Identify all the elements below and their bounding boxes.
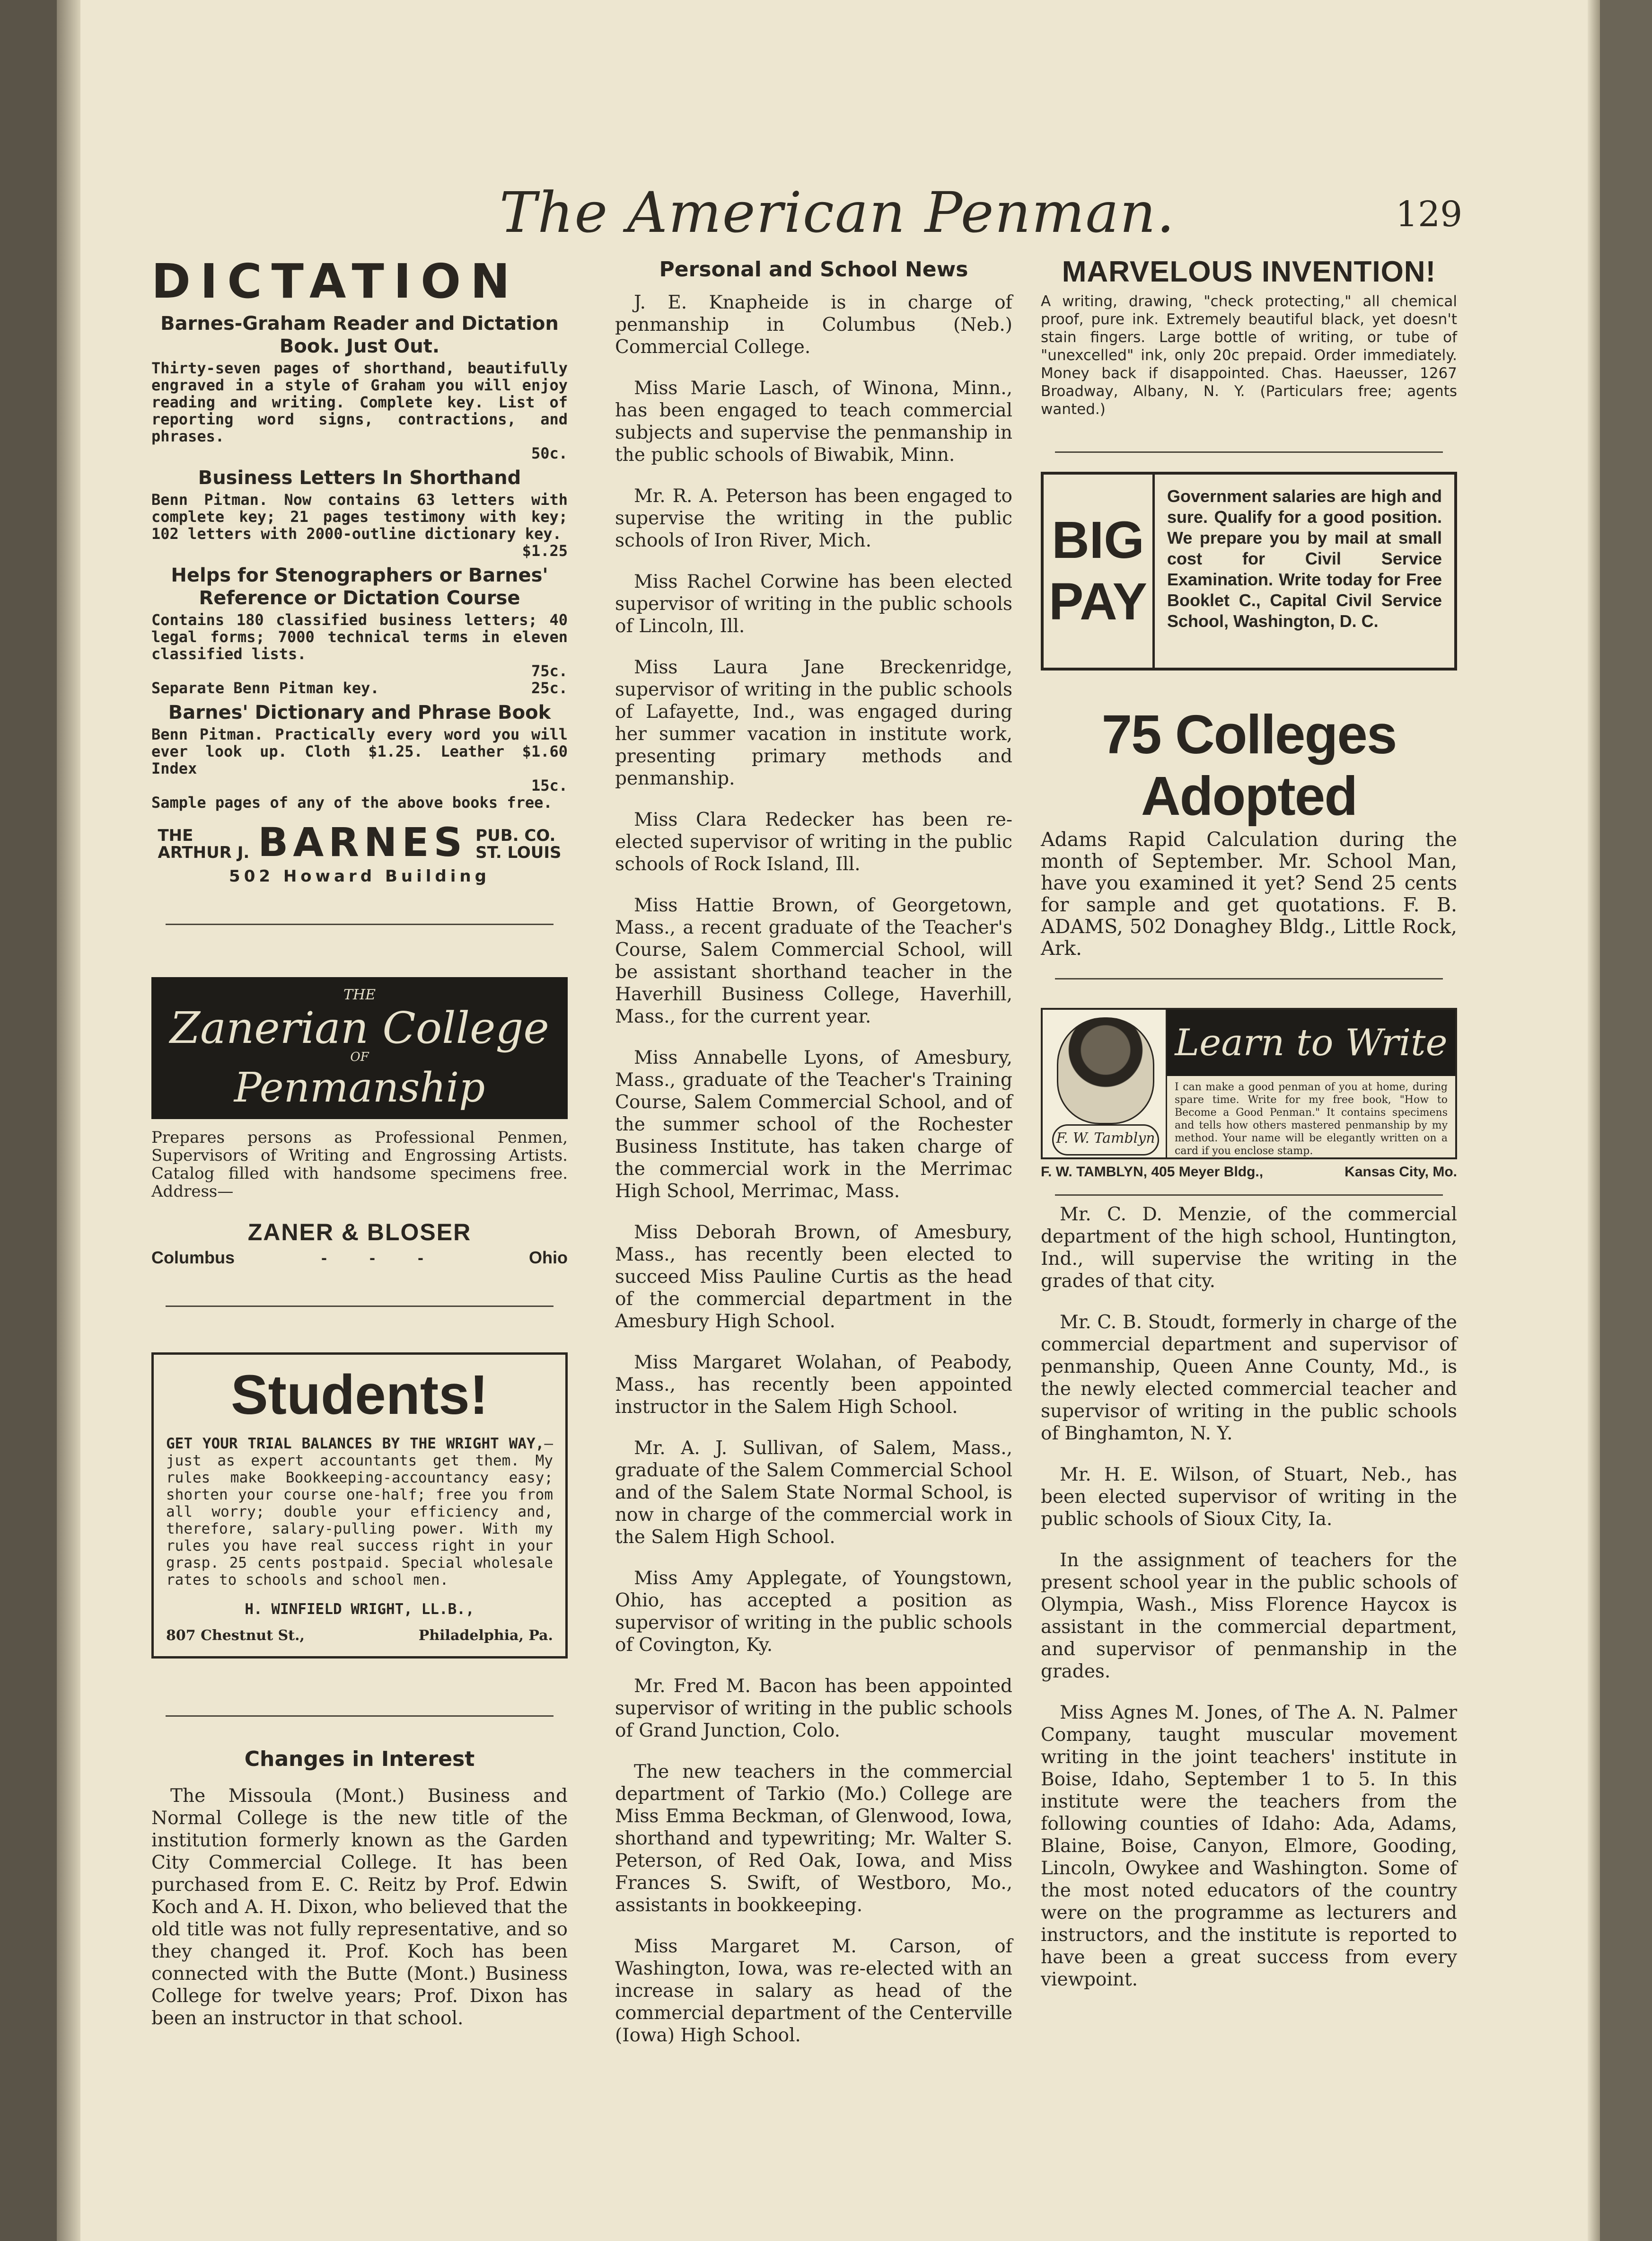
news-paragraph: Miss Marie Lasch, of Winona, Minn., has been engaged to teach commercial subjects and supervise the penmanship in the public schools of Biwabik, Minn.	[615, 378, 1012, 466]
dictation-item-price: 15c.	[531, 776, 568, 794]
dictation-item-price: 75c.	[531, 662, 568, 680]
logo-the: THE	[343, 987, 376, 1003]
personal-heading: Personal and School News	[659, 257, 968, 282]
dictation-item-extra: Separate Benn Pitman key.	[151, 679, 379, 697]
publisher-right-2: ST. LOUIS	[475, 843, 562, 862]
scan-right-shadow	[1588, 0, 1600, 2241]
scan-right-edge	[1600, 0, 1652, 2241]
divider	[1055, 451, 1443, 453]
tamblyn-body: I can make a good penman of you at home, during spare time. Write for my free book, "How to Become a Good Penman." It contains specimens and tells how others mastered penmanship by my method. Your name will be elegantly written on a card if you enclose stamp.	[1175, 1081, 1448, 1157]
zaner-body: Prepares persons as Professional Penmen, Supervisors of Writing and Engrossing Artists. Catalog filled with handsome specimens free. Address—	[151, 1128, 568, 1201]
publisher-right	[475, 827, 561, 861]
news-paragraph: Miss Clara Redecker has been re-elected supervisor of writing in the public schools of Rock Island, Ill.	[615, 809, 1012, 875]
dictation-item-extra-price: 25c.	[531, 679, 568, 697]
news-paragraph: Miss Hattie Brown, of Georgetown, Mass., a recent graduate of the Teacher's Course, Salem Commercial School, will be assistant shorthand teacher in the Haverhill Business College, Haverhill, Mass., for the current year.	[615, 895, 1012, 1027]
students-lead: GET YOUR TRIAL BALANCES BY THE WRIGHT WAY,	[166, 1435, 545, 1452]
left-column	[151, 256, 568, 2029]
divider	[166, 1715, 554, 1717]
publisher-address: 502 Howard Building	[229, 867, 490, 886]
zaner-dashes: - - -	[321, 1248, 442, 1267]
news-paragraph: Miss Amy Applegate, of Youngstown, Ohio, has accepted a position as supervisor of writing in the public schools of Covington, Ky.	[615, 1568, 1012, 1656]
zaner-name: ZANER & BLOSER	[247, 1219, 472, 1245]
zaner-location	[151, 1248, 568, 1268]
dictation-item-body: Benn Pitman. Practically every word you will ever look up. Cloth $1.25. Leather $1.60 Index	[151, 725, 568, 777]
publisher-left	[158, 827, 249, 861]
learn-to-write-banner: Learn to Write	[1167, 1010, 1455, 1076]
news-paragraph: Mr. A. J. Sullivan, of Salem, Mass., graduate of the Salem Commercial School and of the Salem State Normal School, is now in charge of the commercial work in the Salem High School.	[615, 1438, 1012, 1548]
scan-page-curl	[57, 0, 80, 2241]
news-paragraph: Miss Deborah Brown, of Amesbury, Mass., has recently been elected to succeed Miss Pauline Curtis as the head of the commercial department in the Amesbury High School.	[615, 1222, 1012, 1332]
divider	[166, 924, 554, 925]
news-paragraph: Mr. R. A. Peterson has been engaged to supervise the writing in the public schools of Iron River, Mich.	[615, 485, 1012, 551]
news-paragraph: Mr. H. E. Wilson, of Stuart, Neb., has been elected supervisor of writing in the public schools of Sioux City, Ia.	[1041, 1464, 1457, 1530]
changes-body: The Missoula (Mont.) Business and Normal College is the new title of the institution formerly known as the Garden City Commercial College. It has been purchased from E. C. Reitz by Prof. Edwin Koch and A. H. Dixon, who believed that the old title was not fully representative, and so they changed it. Prof. Koch has been connected with the Butte (Mont.) Business College for twelve years; Prof. Dixon has been an instructor in that school.	[151, 1785, 568, 2029]
news-paragraph: Mr. C. B. Stoudt, formerly in charge of the commercial department and supervisor of penmanship, Queen Anne County, Md., is the newly elected commercial teacher and supervisor of writing in the public schools of Binghamton, N. Y.	[1041, 1312, 1457, 1444]
big-pay-word-1: BIG	[1052, 511, 1144, 569]
dictation-ad	[151, 256, 568, 886]
dictation-item-body: Benn Pitman. Now contains 63 letters with complete key; 21 pages testimony with key; 102 letters with 2000-outline dictionary key.	[151, 491, 568, 543]
marvelous-body: A writing, drawing, "check protecting," all chemical proof, pure ink. Extremely beautiful black, yet doesn't stain fingers. Large bottle of writing, or tube of "unexcelled" ink, only 20c prepaid. Order immediately. Money back if disappointed. Chas. Haeusser, 1267 Broadway, Albany, N. Y. (Particulars free; agents wanted.)	[1041, 293, 1457, 418]
dictation-item-heading: Helps for Stenographers or Barnes' Reference or Dictation Course	[171, 565, 548, 609]
tamblyn-name-address: F. W. TAMBLYN, 405 Meyer Bldg.,	[1041, 1164, 1264, 1180]
tamblyn-box	[1041, 1008, 1457, 1159]
logo-of: OF	[350, 1050, 369, 1064]
right-news-list	[1041, 1203, 1457, 1991]
right-column	[1041, 256, 1457, 1991]
colleges-ad	[1041, 704, 1457, 959]
students-street: 807 Chestnut St.,	[166, 1627, 305, 1644]
dictation-title: DICTATION	[151, 254, 519, 309]
personal-news-list	[615, 291, 1012, 2047]
news-paragraph: Miss Laura Jane Breckenridge, supervisor of writing in the public schools of Lafayette, Ind., was engaged during her summer vacation in institute work, presenting primary methods and penmanship.	[615, 657, 1012, 789]
big-pay-ad	[1041, 472, 1457, 671]
news-paragraph: J. E. Knapheide is in charge of penmanship in Columbus (Neb.) Commercial College.	[615, 292, 1012, 358]
zaner-ad	[151, 977, 568, 1268]
news-paragraph: Miss Annabelle Lyons, of Amesbury, Mass., graduate of the Teacher's Training Course, Salem Commercial School, and of the summer school of the Rochester Business Institute, has taken charge of the commercial work in the Merrimac High School, Merrimac, Mass.	[615, 1047, 1012, 1202]
page-number: 129	[1396, 194, 1463, 235]
publisher-left-2: ARTHUR J.	[158, 843, 250, 862]
students-signature: H. WINFIELD WRIGHT, LL.B.,	[245, 1601, 475, 1618]
students-body	[166, 1435, 553, 1588]
masthead-title: The American Penman.	[499, 180, 1176, 245]
news-paragraph: Mr. C. D. Menzie, of the commercial department of the high school, Huntington, Ind., will supervise the writing in the grades of that city.	[1041, 1204, 1457, 1292]
publisher-name: BARNES	[258, 819, 467, 865]
news-paragraph: In the assignment of teachers for the present school year in the public schools of Olympia, Wash., Miss Florence Haycox is assistant in the commercial department, and supervisor of penmanship in the grades.	[1041, 1550, 1457, 1682]
dictation-item-heading: Barnes' Dictionary and Phrase Book	[168, 702, 551, 723]
zaner-state: Ohio	[529, 1248, 568, 1267]
dictation-item-extra-row	[151, 679, 568, 697]
students-city: Philadelphia, Pa.	[418, 1627, 553, 1644]
news-paragraph: Mr. Fred M. Bacon has been appointed supervisor of writing in the public schools of Grand Junction, Colo.	[615, 1676, 1012, 1741]
logo-line-1: Zanerian College	[170, 1003, 549, 1053]
students-ad	[151, 1352, 568, 1659]
publisher-right-1: PUB. CO.	[475, 826, 556, 845]
dictation-item-body: Thirty-seven pages of shorthand, beautifully engraved in a style of Graham you will enjoy reading and writing. Complete key. List of reporting word signs, contractions, and phrases.	[151, 359, 568, 445]
dictation-item-heading: Barnes-Graham Reader and Dictation Book. Just Out.	[160, 313, 559, 357]
tamblyn-city: Kansas City, Mo.	[1344, 1164, 1457, 1180]
publisher-line	[151, 819, 568, 865]
dictation-item-heading: Business Letters In Shorthand	[198, 467, 521, 489]
colleges-body: Adams Rapid Calculation during the month of September. Mr. School Man, have you examined it yet? Send 25 cents for sample and get quotations. F. B. ADAMS, 502 Donaghey Bldg., Little Rock, Ark.	[1041, 828, 1457, 960]
dictation-item-body: Contains 180 classified business letters; 40 legal forms; 7000 technical terms in eleven classified lists.	[151, 611, 568, 663]
tamblyn-signature: F. W. Tamblyn	[1052, 1124, 1159, 1156]
news-paragraph: The new teachers in the commercial department of Tarkio (Mo.) College are Miss Emma Beckman, of Glenwood, Iowa, shorthand and typewriting; Mr. Walter S. Peterson, of Red Oak, Iowa, and Miss Frances S. Swift, of Westboro, Mo., assistants in bookkeeping.	[615, 1761, 1012, 1916]
colleges-title: 75 Colleges Adopted	[1101, 704, 1397, 827]
tamblyn-ad	[1041, 1008, 1457, 1180]
dictation-item-price: 50c.	[531, 444, 568, 462]
divider	[166, 1306, 554, 1307]
news-paragraph: Miss Rachel Corwine has been elected supervisor of writing in the public schools of Lincoln, Ill.	[615, 571, 1012, 637]
students-address	[166, 1627, 553, 1644]
divider	[1055, 978, 1443, 979]
tamblyn-photo	[1043, 1010, 1167, 1157]
students-text: —just as expert accountants get them. My rules make Bookkeeping-accountancy easy; shorten your course one-half; free you from all worry; double your efficiency and, therefore, salary-pulling power. With my rules you have real success right in your grasp. 25 cents postpaid. Special wholesale rates to schools and school men.	[166, 1435, 553, 1588]
marvelous-ad	[1041, 256, 1457, 418]
dictation-item-price: $1.25	[522, 542, 568, 560]
tamblyn-footer	[1041, 1164, 1457, 1180]
marvelous-title: MARVELOUS INVENTION!	[1062, 256, 1436, 288]
news-paragraph: Miss Margaret M. Carson, of Washington, Iowa, was re-elected with an increase in salary as head of the commercial department of the Centerville (Iowa) High School.	[615, 1936, 1012, 2046]
logo-line-2: Penmanship	[234, 1064, 485, 1112]
big-pay-headline	[1044, 475, 1155, 668]
publisher-left-1: THE	[158, 826, 193, 845]
tamblyn-content	[1167, 1010, 1455, 1157]
big-pay-word-2: PAY	[1049, 573, 1147, 631]
students-title: Students!	[230, 1364, 489, 1426]
changes-heading: Changes in Interest	[244, 1747, 475, 1771]
big-pay-body: Government salaries are high and sure. Qualify for a good position. We prepare you by mail at small cost for Civil Service Examination. Write today for Free Booklet C., Capital Civil Service School, Washington, D. C.	[1167, 486, 1442, 631]
portrait-image	[1057, 1017, 1154, 1124]
zanerian-logo	[151, 977, 568, 1119]
news-paragraph: Miss Margaret Wolahan, of Peabody, Mass., has recently been appointed instructor in the Salem High School.	[615, 1352, 1012, 1418]
dictation-item-extra: Sample pages of any of the above books free.	[151, 794, 553, 812]
middle-column	[615, 256, 1012, 2047]
changes-section	[151, 1745, 568, 2029]
divider	[1055, 1194, 1443, 1196]
scan-binding-shadow	[0, 0, 57, 2241]
news-paragraph: Miss Agnes M. Jones, of The A. N. Palmer Company, taught muscular movement writing in the joint teachers' institute in Boise, Idaho, September 1 to 5. In this institute were the teachers from the following counties of Idaho: Ada, Adams, Blaine, Boise, Canyon, Elmore, Gooding, Lincoln, Owykee and Washington. Some of the most noted educators of the country were on the programme as lecturers and instructors, and the institute is reported to have been a great success from every viewpoint.	[1041, 1702, 1457, 1990]
zaner-city: Columbus	[151, 1248, 235, 1267]
